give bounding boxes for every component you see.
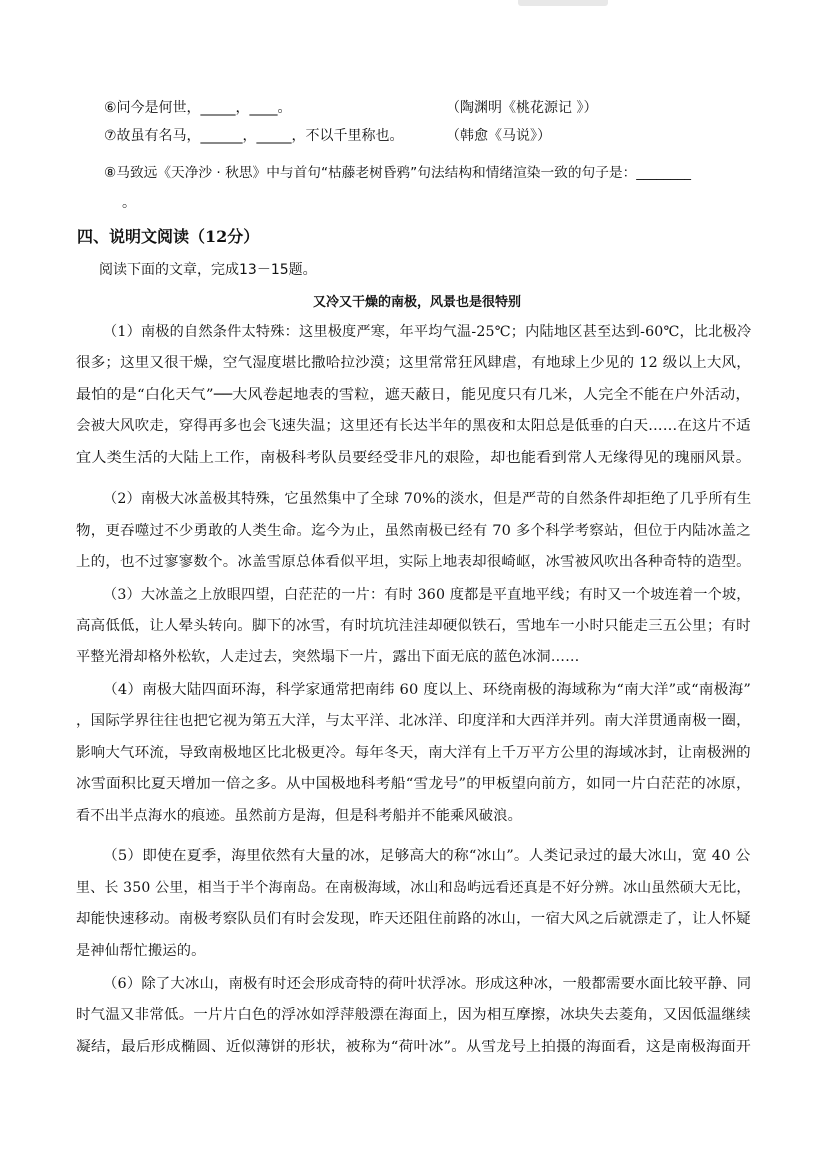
article-line: 时气温又非常低。一片片白色的浮冰如浮萍般漂在海面上，因为相互摩擦，冰块失去菱角，又因低温继续: [76, 1007, 751, 1023]
article-line: 是神仙帮忙搬运的。: [76, 943, 206, 959]
article-line: 物，更吞噬过不少勇敢的人类生命。迄今为止，虽然南极已经有 70 多个科学考察站，但位于内陆冰盖之: [76, 523, 751, 539]
article-line: （5）即使在夏季，海里依然有大量的冰，足够高大的称“冰山”。人类记录过的最大冰山，宽 40 公: [103, 848, 751, 864]
poem-line-7: ⑦故虽有名马，______，_____，不以千里称也。: [104, 128, 404, 144]
article-line: 看不出半点海水的痕迹。虽然前方是海，但是科考船并不能乘风破浪。: [76, 808, 523, 824]
poem-source-7: （韩愈《马说》）: [446, 128, 551, 144]
article-line: 很多；这里又很干燥，空气湿度堪比撒哈拉沙漠；这里常常狂风肆虐，有地球上少见的 12 级以上大风，: [76, 355, 751, 371]
article-line: （3）大冰盖之上放眼四望，白茫茫的一片：有时 360 度都是平直地平线；有时又一个坡连着一个坡，: [103, 587, 751, 603]
article-line: 宜人类生活的大陆上工作，南极科考队员要经受非凡的艰险，却也能看到常人无缘得见的瑰丽风景。: [76, 450, 752, 466]
article-line: 凝结，最后形成椭圆、近似薄饼的形状，被称为“荷叶冰”。从雪龙号上拍摄的海面看，这是南极海面开: [76, 1039, 751, 1055]
article-line: 最怕的是“白化天气”──大风卷起地表的雪粒，遮天蔽日，能见度只有几米，人完全不能在户外活动，: [76, 387, 751, 403]
poem-line-8: ⑧马致远《天净沙 · 秋思》中与首句“枯藤老树昏鸦”句法结构和情绪渲染一致的句子是：________: [104, 165, 692, 181]
article-title: 又冷又干燥的南极，风景也是很特别: [313, 295, 522, 310]
top-smudge: [518, 0, 608, 6]
reading-instruction: 阅读下面的文章，完成13－15题。: [99, 262, 317, 278]
article-line: 上的，也不过寥寥数个。冰盖雪原总体看似平坦，实际上地表却很崎岖，冰雪被风吹出各种奇特的造型。: [76, 554, 751, 570]
article-line: 平整光滑却格外松软，人走过去，突然塌下一片，露出下面无底的蓝色冰洞……: [76, 649, 580, 665]
poem-line-6: ⑥问今是何世，_____，____。: [104, 100, 292, 116]
article-line: （6）除了大冰山，南极有时还会形成奇特的荷叶状浮冰。形成这种冰，一般都需要水面比较平静、同: [103, 976, 752, 992]
article-line: （4）南极大陆四面环海，科学家通常把南纬 60 度以上、环绕南极的海域称为“南大洋”或“南极海”: [103, 682, 752, 698]
article-line: 里、长 350 公里，相当于半个海南岛。在南极海域，冰山和岛屿远看还真是不好分辨。冰山虽然硕大无比，: [76, 880, 751, 896]
article-line: 冰雪面积比夏天增加一倍之多。从中国极地科考船“雪龙号”的甲板望向前方，如同一片白茫茫的冰原，: [76, 776, 751, 792]
poem-source-6: （陶渊明《桃花源记 》）: [446, 100, 598, 116]
article-line: 影响大气环流，导致南极地区比北极更冷。每年冬天，南大洋有上千万平方公里的海域冰封，让南极洲的: [76, 745, 751, 761]
article-line: 高高低低，让人晕头转向。脚下的冰雪，有时坑坑洼洼却硬似铁石，雪地车一小时只能走三五公里；有时: [76, 618, 751, 634]
article-line: （2）南极大冰盖极其特殊，它虽然集中了全球 70%的淡水，但是严苛的自然条件却拒绝了几乎所有生: [103, 491, 752, 507]
article-line: 却能快速移动。南极考察队员们有时会发现，昨天还阻住前路的冰山，一宿大风之后就漂走了，让人怀疑: [76, 911, 751, 927]
article-line: 会被大风吹走，穿得再多也会飞速失温；这里还有长达半年的黑夜和太阳总是低垂的白天……在这片不适: [76, 418, 751, 434]
poem-line-8-end: 。: [122, 195, 136, 211]
article-line: ，国际学界往往也把它视为第五大洋，与太平洋、北冰洋、印度洋和大西洋并列。南大洋贯通南极一圈，: [76, 713, 751, 729]
section-heading: 四、说明文阅读（12分）: [77, 227, 260, 246]
article-line: （1）南极的自然条件太特殊：这里极度严寒，年平均气温-25℃；内陆地区甚至达到-60℃，比北极冷: [103, 324, 752, 340]
